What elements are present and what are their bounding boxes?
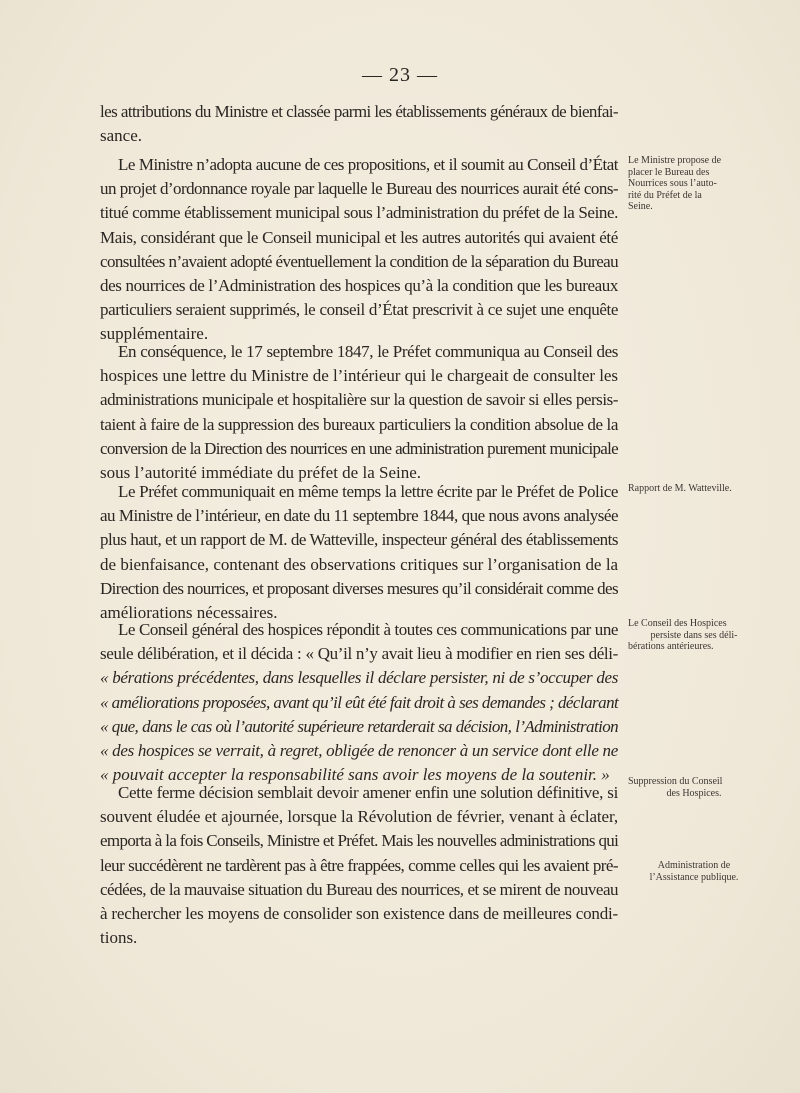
text-line: Le Ministre n’adopta aucune de ces propositions, et il soumit au Conseil d’État	[118, 155, 618, 174]
text-line: à rechercher les moyens de consolider son existence dans de meilleures condi-	[100, 904, 618, 924]
text-line: souvent éludée et ajournée, lorsque la Révolution de février, venant à éclater,	[100, 807, 618, 827]
text-line: Cette ferme décision semblait devoir amener enfin une solution définitive, si	[118, 783, 618, 802]
paragraph-4	[100, 480, 618, 625]
paragraph-2	[100, 153, 618, 347]
text-line: titué comme établissement municipal sous l’administration du préfet de la Seine.	[100, 203, 618, 223]
text-line: des nourrices de l’Administration des hospices qu’à la condition que les bureaux	[100, 276, 618, 296]
text-line: En conséquence, le 17 septembre 1847, le Préfet communiqua au Conseil des	[118, 342, 618, 361]
margin-note-assistance	[628, 860, 760, 883]
text-line: hospices une lettre du Ministre de l’intérieur qui le chargeait de consulter les	[100, 366, 618, 386]
text-line: Mais, considérant que le Conseil municipal et les autres autorités qui avaient été	[100, 227, 618, 247]
text-line: Le Conseil général des hospices répondit à toutes ces communications par une	[118, 620, 618, 639]
margin-note-line: Seine.	[628, 201, 653, 212]
margin-note-line: des Hospices.	[666, 787, 722, 799]
margin-note-line: placer le Bureau des	[628, 166, 710, 178]
text-line: au Ministre de l’intérieur, en date du 11 septembre 1844, que nous avons analysée	[100, 506, 618, 526]
margin-note-line: Nourrices sous l’auto-	[628, 178, 717, 189]
margin-note-line: Rapport de M. Watteville.	[628, 483, 732, 494]
text-line: emporta à la fois Conseils, Ministre et Préfet. Mais les nouvelles administrations qui	[100, 831, 619, 851]
text-line: taient à faire de la suppression des bureaux particuliers la condition absolue de la	[100, 414, 618, 434]
margin-note-line: rité du Préfet de la	[628, 189, 702, 201]
margin-note-line: Suppression du Conseil	[628, 776, 723, 787]
margin-note-line: persiste dans ses déli-	[650, 629, 738, 641]
margin-note-watteville	[628, 483, 760, 495]
margin-note-suppression	[628, 776, 760, 799]
text-line: les attributions du Ministre et classée parmi les établissements généraux de bienfai-	[100, 102, 618, 121]
margin-note-minister	[628, 155, 760, 213]
text-line: Le Préfet communiquait en même temps la lettre écrite par le Préfet de Police	[118, 482, 618, 501]
text-line: cédées, de la mauvaise situation du Bureau des nourrices, et se mirent de nouveau	[100, 879, 618, 899]
quote-line: « des hospices se verrait, à regret, obligée de renoncer à un service dont elle ne	[100, 741, 618, 761]
text-line: sous l’autorité immédiate du préfet de la Seine.	[100, 463, 422, 483]
text-line: de bienfaisance, contenant des observations critiques sur l’organisation de la	[100, 554, 618, 574]
margin-note-line: l’Assistance publique.	[649, 871, 739, 883]
text-line: consultées n’avaient adopté éventuellement la condition de la séparation du Bureau	[100, 251, 618, 271]
margin-note-conseil-persiste	[628, 618, 760, 653]
page-number: — 23 —	[362, 64, 438, 86]
text-line: Direction des nourrices, et proposant diverses mesures qu’il considérait comme des	[100, 578, 618, 598]
text-line: particuliers seraient supprimés, le conseil d’État prescrivit à ce sujet une enquête	[100, 300, 618, 320]
text-line: améliorations nécessaires.	[100, 603, 278, 623]
text-line: administrations municipale et hospitalière sur la question de savoir si elles persis-	[100, 390, 618, 410]
text-line: conversion de la Direction des nourrices en une administration purement municipale	[100, 438, 618, 458]
margin-note-line: Le Conseil des Hospices	[628, 618, 727, 629]
text-line: un projet d’ordonnance royale par laquelle le Bureau des nourrices aurait été cons-	[100, 179, 618, 199]
paragraph-3	[100, 340, 618, 485]
paragraph-1	[100, 100, 618, 148]
margin-note-line: Administration de	[657, 860, 731, 871]
text-line: sance.	[100, 126, 143, 146]
text-line: tions.	[100, 928, 138, 948]
quote-line: « que, dans le cas où l’autorité supérieure retarderait sa décision, l’Administration	[100, 716, 618, 736]
text-line: seule délibération, et il décida : « Qu’il n’y avait lieu à modifier en rien ses déli-	[100, 644, 618, 664]
quote-line: « améliorations proposées, avant qu’il eût été fait droit à ses demandes ; déclarant	[100, 692, 619, 712]
quote-line: « bérations précédentes, dans lesquelles il déclare persister, ni de s’occuper des	[100, 668, 618, 688]
text-line: leur succédèrent ne tardèrent pas à être frappées, comme celles qui les avaient pré-	[100, 855, 618, 875]
quote-line: « pouvait accepter la responsabilité sans avoir les moyens de la soutenir. »	[100, 765, 610, 785]
paragraph-5	[100, 618, 618, 787]
margin-note-line: Le Ministre propose de	[628, 155, 722, 166]
text-line: plus haut, et un rapport de M. de Watteville, inspecteur général des établissements	[100, 530, 618, 550]
paragraph-6	[100, 781, 618, 950]
text-line: supplémentaire.	[100, 324, 209, 344]
margin-note-line: bérations antérieures.	[628, 641, 714, 652]
